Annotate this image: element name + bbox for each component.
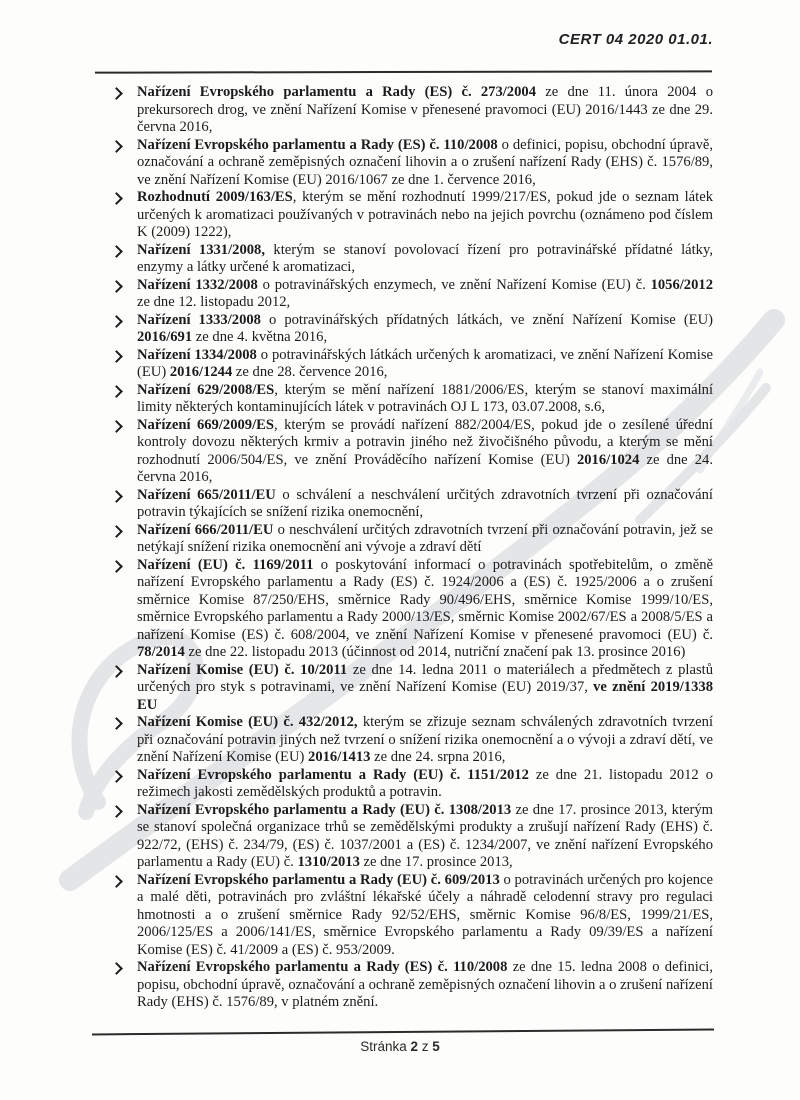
list-item xyxy=(137,382,713,417)
arrowhead-right-icon xyxy=(110,665,123,678)
regulation-text-segment: o potravinářských přídatných látkách, ve znění Nařízení Komise (EU) xyxy=(260,311,714,328)
total-page-number: 5 xyxy=(432,1039,440,1054)
footer-divider xyxy=(92,1029,714,1036)
arrowhead-right-icon xyxy=(110,350,123,363)
arrowhead-right-icon xyxy=(110,717,123,730)
arrowhead-right-icon xyxy=(110,385,123,398)
arrowhead-right-icon xyxy=(110,192,123,205)
regulation-text-segment: ze dne 17. prosince 2013, kterým se stanoví společná organizace trhů se zemědělskými produkty a zrušují nařízení Rady (EHS) č. 922/72, (EHS) č. 234/79, (ES) č. 1037/2001 a (ES) č. 1234/2007, ve znění nařízení Evropského parlamentu a Rady (EU) č. xyxy=(137,801,713,870)
regulation-text-segment: ze dne 28. července 2016, xyxy=(232,364,388,380)
regulation-title-segment: Nařízení Evropského parlamentu a Rady (EU) č. 1151/2012 xyxy=(137,766,529,783)
list-item xyxy=(137,767,713,802)
regulation-list xyxy=(137,84,713,1012)
regulation-title-segment: Nařízení 1331/2008, xyxy=(137,241,265,258)
regulation-text-segment: o potravinářských látkách určených k aromatizaci, ve znění Nařízení Komise (EU) xyxy=(137,346,713,380)
arrowhead-right-icon xyxy=(110,875,123,888)
list-item xyxy=(137,312,713,347)
regulation-text-segment: , kterým se mění nařízení 1881/2006/ES, kterým se stanoví maximální limity některých kontaminujících látek v potravinách OJ L 173, 03.07.2008, s.6, xyxy=(137,381,713,415)
regulation-text-segment: ze dne 4. května 2016, xyxy=(192,329,328,345)
regulation-text-segment: o schválení a neschválení určitých zdravotních tvrzení při označování potravin týkajících se snížení rizika onemocnění, xyxy=(137,486,713,520)
regulation-text-segment: ze dne 12. listopadu 2012, xyxy=(137,294,291,310)
regulation-text-segment: ze dne 22. listopadu 2013 (účinnost od 2014, nutriční značení pak 13. prosince 2016) xyxy=(184,644,686,660)
header-divider xyxy=(95,70,712,73)
regulation-title-segment: Nařízení Evropského parlamentu a Rady (EU) č. 609/2013 xyxy=(137,871,500,888)
regulation-title-segment: Nařízení Komise (EU) č. 10/2011 xyxy=(137,661,348,678)
regulation-title-segment: 2016/1024 xyxy=(576,451,640,468)
regulation-text-segment: o potravinářských enzymech, ve znění Nařízení Komise (EU) č. xyxy=(257,276,651,293)
list-item xyxy=(137,137,713,190)
page-number-label xyxy=(0,1039,800,1054)
regulation-title-segment: 2016/1244 xyxy=(169,364,233,380)
arrowhead-right-icon xyxy=(110,315,123,328)
regulation-title-segment: Nařízení 629/2008/ES xyxy=(137,381,275,398)
arrowhead-right-icon xyxy=(110,140,123,153)
arrowhead-right-icon xyxy=(110,87,123,100)
arrowhead-right-icon xyxy=(110,490,123,503)
list-item xyxy=(137,557,713,662)
regulation-text-segment: ze dne 24. srpna 2016, xyxy=(370,749,506,765)
regulation-title-segment: Nařízení Komise (EU) č. 432/2012, xyxy=(137,714,358,730)
list-item xyxy=(137,277,713,312)
regulation-title-segment: 2016/1413 xyxy=(308,749,371,765)
list-item xyxy=(137,347,713,382)
arrowhead-right-icon xyxy=(110,525,123,538)
regulation-title-segment: Nařízení Evropského parlamentu a Rady (ES) č. 110/2008 xyxy=(137,959,508,975)
regulation-title-segment: 1056/2012 xyxy=(650,276,713,293)
regulation-text-segment: ze dne 24. června 2016, xyxy=(137,451,713,485)
regulation-title-segment: Nařízení 1333/2008 xyxy=(137,311,261,328)
regulation-text-segment: , kterým se mění rozhodnutí 1999/217/ES, pokud jde o seznam látek určených k aromatizaci používaných v potravinách nebo na jejich povrchu (oznámeno pod číslem K (2009) 1222), xyxy=(137,189,713,240)
regulation-title-segment: Nařízení (EU) č. 1169/2011 xyxy=(137,556,314,573)
regulation-title-segment: Nařízení 1334/2008 xyxy=(137,346,257,363)
regulation-text-segment: ze dne 21. listopadu 2012 o režimech jakosti zemědělských produktů a potravin. xyxy=(137,766,713,800)
regulation-text-segment: ze dne 17. prosince 2013, xyxy=(359,854,513,870)
regulation-title-segment: Nařízení 669/2009/ES xyxy=(137,416,274,433)
list-item xyxy=(137,959,713,1012)
regulation-title-segment: Rozhodnutí 2009/163/ES xyxy=(137,189,293,205)
regulation-text-segment: o definici, popisu, obchodní úpravě, označování a ochraně zeměpisných označení lihovin a o zrušení nařízení Rady (EHS) č. 1576/89, ve znění Nařízení Komise (EU) 2016/1067 ze dne 1. července 2016, xyxy=(137,136,713,188)
regulation-title-segment: 2016/691 xyxy=(137,329,193,345)
regulation-text-segment: o potravinách určených pro kojence a malé děti, potravinách pro zvláštní lékařské účely a náhradě celodenní stravy pro regulaci hmotnosti a o zrušení směrnice Rady 92/52/EHS, směrnic Komise 96/8/ES, 1999/21/ES, 2006/125/ES a 2006/141/ES, směrnice Evropského parlamentu a Rady 09/39/ES a nařízení Komise (ES) č. 41/2009 a (ES) č. 953/2009. xyxy=(137,871,713,958)
regulation-title-segment: Nařízení Evropského parlamentu a Rady (ES) č. 110/2008 xyxy=(137,136,498,153)
arrowhead-right-icon xyxy=(110,962,123,975)
regulation-text-segment: ze dne 15. ledna 2008 o definici, popisu, obchodní úpravě, označování a ochraně zeměpisných označení lihovin a o zrušení nařízení Rady (EHS) č. 1576/89, v platném znění. xyxy=(137,959,713,1010)
list-item xyxy=(137,522,713,557)
regulation-title-segment: 1310/2013 xyxy=(297,854,360,870)
regulation-text-segment: kterým se stanoví povolovací řízení pro potravinářské přídatné látky, enzymy a látky určené k aromatizaci, xyxy=(137,241,713,275)
regulation-title-segment: Nařízení 666/2011/EU xyxy=(137,521,274,538)
regulation-text-segment: o neschválení určitých zdravotních tvrzení při označování potravin, jež se netýkají snížení rizika onemocnění ani vývoje a zdraví dětí xyxy=(137,521,713,555)
regulation-text-segment: ze dne 14. ledna 2011 o materiálech a předmětech z plastů určených pro styk s potravinami, ve znění Nařízení Komise (EU) 2019/37, xyxy=(137,661,713,695)
page-number-separator: z xyxy=(418,1039,433,1054)
current-page-number: 2 xyxy=(410,1039,418,1054)
list-item xyxy=(137,872,713,960)
list-item xyxy=(137,487,713,522)
arrowhead-right-icon xyxy=(110,805,123,818)
list-item xyxy=(137,84,713,137)
document-code: CERT 04 2020 01.01. xyxy=(558,31,713,48)
regulation-title-segment: 78/2014 xyxy=(137,644,185,660)
regulation-text-segment: o poskytování informací o potravinách spotřebitelům, o změně nařízení Evropského parlamentu a Rady (ES) č. 1924/2006 a (ES) č. 1925/2006 a o zrušení směrnice Komise 87/250/EHS, směrnice Rady 90/496/EHS, směrnice Komise 1999/10/ES, směrnice Evropského parlamentu a Rady 2000/13/ES, směrnic Komise 2002/67/ES a 2008/5/ES a nařízení Komise (ES) č. 608/2004, ve znění Nařízení Komise v přenesené pravomoci (EU) č. xyxy=(137,556,713,643)
list-item xyxy=(137,242,713,277)
list-item xyxy=(137,189,713,242)
regulation-text-segment: ze dne 11. února 2004 o prekursorech drog, ve znění Nařízení Komise v přenesené pravomoci (EU) 2016/1443 ze dne 29. června 2016, xyxy=(137,84,713,135)
arrowhead-right-icon xyxy=(110,280,123,293)
regulation-title-segment: ve znění 2019/1338 EU xyxy=(137,679,713,713)
list-item xyxy=(137,714,713,767)
regulation-text-segment: , kterým se provádí nařízení 882/2004/ES, pokud jde o zesílené úřední kontroly dovozu některých krmiv a potravin jiného než živočišného původu, a kterým se mění rozhodnutí 2006/504/ES, ve znění Prováděcího nařízení Komise (EU) xyxy=(137,416,713,468)
regulation-text-segment: kterým se zřizuje seznam schválených zdravotních tvrzení při označování potravin jiných než tvrzení o snížení rizika onemocnění a o vývoji a zdraví dětí, ve znění Nařízení Komise (EU) xyxy=(137,714,713,765)
arrowhead-right-icon xyxy=(110,245,123,258)
page-number-prefix: Stránka xyxy=(360,1039,411,1054)
regulation-title-segment: Nařízení Evropského parlamentu a Rady (EU) č. 1308/2013 xyxy=(137,801,512,818)
regulation-title-segment: Nařízení Evropského parlamentu a Rady (ES) č. 273/2004 xyxy=(137,84,536,100)
regulation-title-segment: Nařízení 1332/2008 xyxy=(137,276,258,293)
list-item xyxy=(137,802,713,872)
arrowhead-right-icon xyxy=(110,770,123,783)
arrowhead-right-icon xyxy=(110,560,123,573)
regulation-title-segment: Nařízení 665/2011/EU xyxy=(137,486,276,503)
arrowhead-right-icon xyxy=(110,420,123,433)
list-item xyxy=(137,662,713,715)
list-item xyxy=(137,417,713,487)
